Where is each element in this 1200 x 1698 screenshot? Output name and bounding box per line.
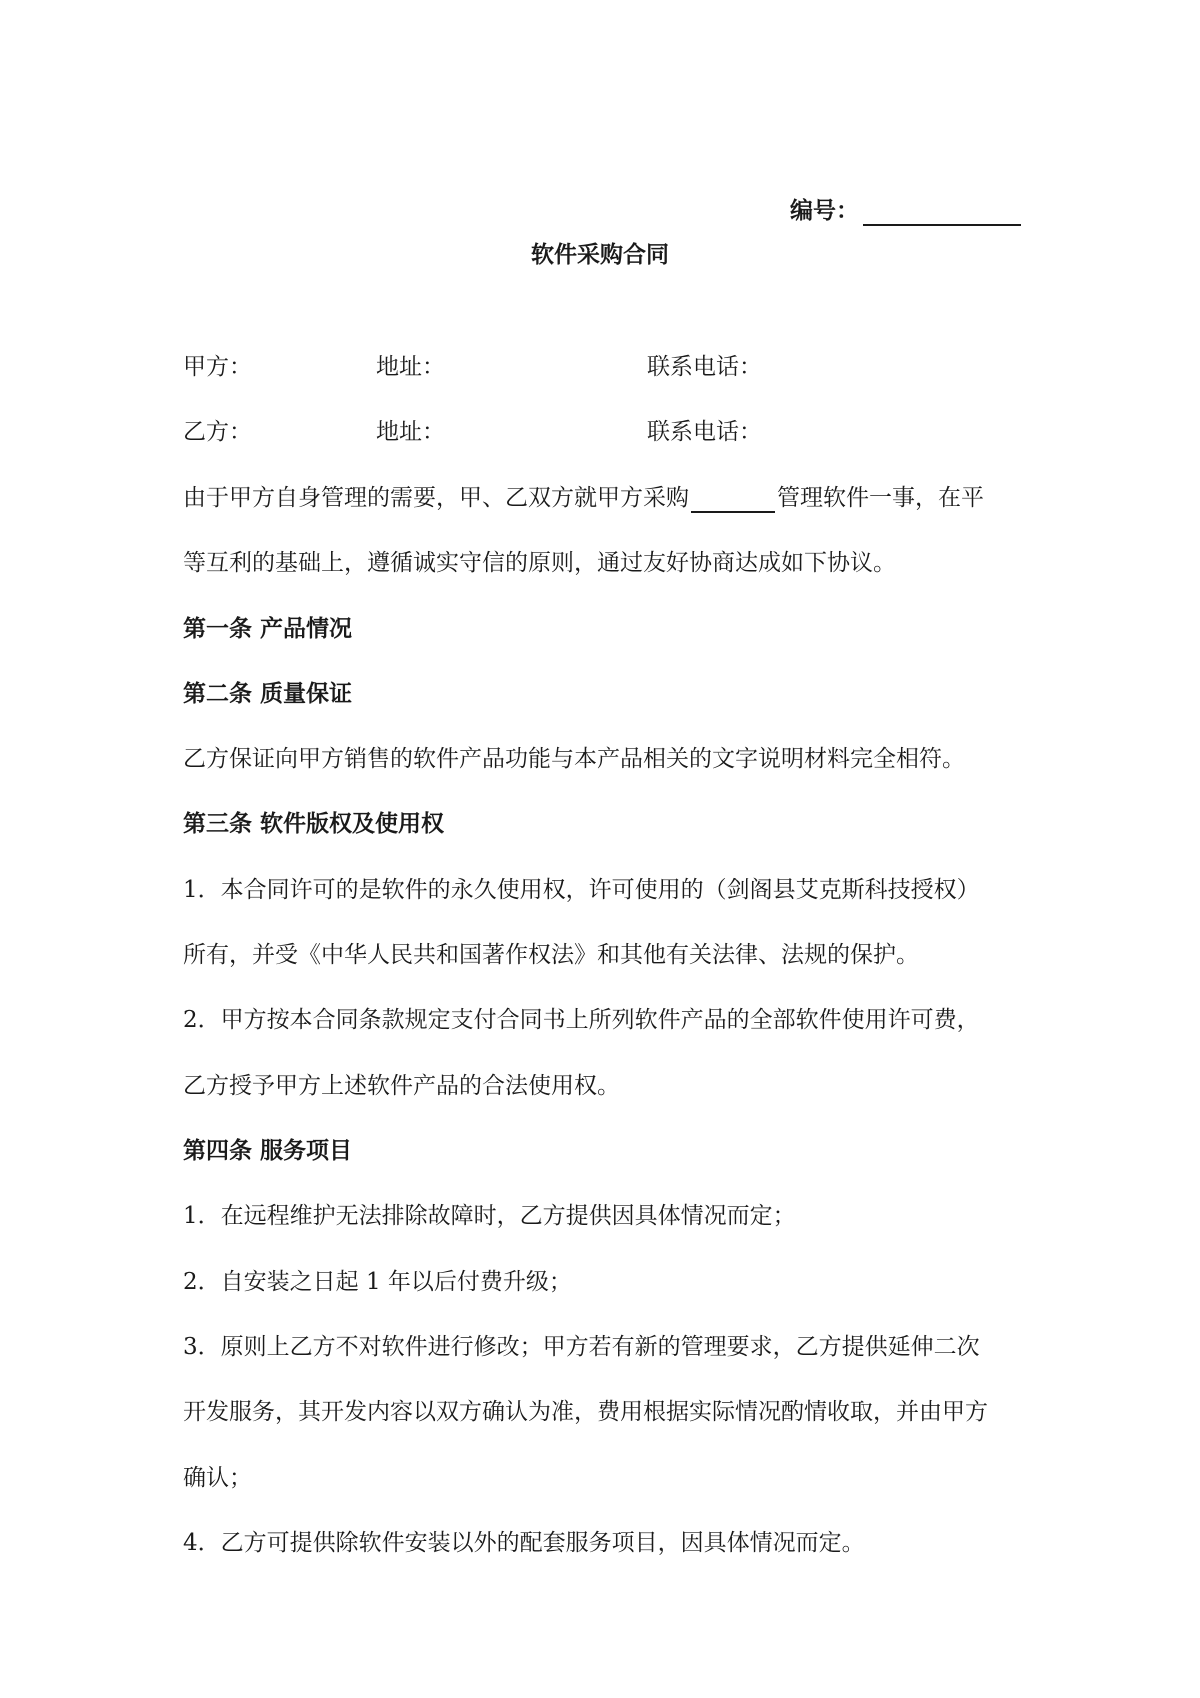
article-3-item-1-line-1: 1．本合同许可的是软件的永久使用权，许可使用的（剑阁县艾克斯科技授权） [183, 877, 980, 903]
party-b-label: 乙方： [183, 419, 252, 445]
party-b-phone-label: 联系电话： [647, 419, 762, 445]
article-3-item-2-line-2: 乙方授予甲方上述软件产品的合法使用权。 [183, 1073, 620, 1099]
article-3-item-1-line-2: 所有，并受《中华人民共和国著作权法》和其他有关法律、法规的保护。 [183, 942, 919, 968]
article-4-item-4: 4．乙方可提供除软件安装以外的配套服务项目，因具体情况而定。 [183, 1530, 865, 1556]
serial-blank-field[interactable] [863, 200, 1021, 226]
article-4-item-3-line-3: 确认； [183, 1465, 252, 1491]
software-name-blank[interactable] [691, 487, 775, 513]
article-4-item-3-line-1: 3．原则上乙方不对软件进行修改；甲方若有新的管理要求，乙方提供延伸二次 [183, 1334, 980, 1360]
party-a-label: 甲方： [183, 354, 252, 380]
intro-line-1 [183, 483, 984, 513]
article-2-heading: 第二条 质量保证 [183, 681, 353, 707]
intro-text-after: 管理软件一事，在平 [777, 485, 984, 511]
party-b-row [183, 417, 1023, 447]
document-title: 软件采购合同 [531, 242, 669, 268]
party-a-phone-label: 联系电话： [647, 354, 762, 380]
article-4-item-2: 2．自安装之日起 1 年以后付费升级； [183, 1269, 572, 1295]
party-a-row [183, 352, 1023, 382]
article-3-heading: 第三条 软件版权及使用权 [183, 811, 445, 837]
article-4-item-1: 1．在远程维护无法排除故障时，乙方提供因具体情况而定； [183, 1203, 796, 1229]
party-b-address-label: 地址： [376, 419, 445, 445]
serial-label: 编号： [790, 198, 859, 224]
intro-line-2: 等互利的基础上，遵循诚实守信的原则，通过友好协商达成如下协议。 [183, 550, 896, 576]
serial-number [790, 196, 1021, 226]
party-a-address-label: 地址： [376, 354, 445, 380]
article-2-text: 乙方保证向甲方销售的软件产品功能与本产品相关的文字说明材料完全相符。 [183, 746, 965, 772]
article-4-heading: 第四条 服务项目 [183, 1138, 353, 1164]
article-1-heading: 第一条 产品情况 [183, 616, 353, 642]
intro-text-before: 由于甲方自身管理的需要，甲、乙双方就甲方采购 [183, 485, 689, 511]
article-3-item-2-line-1: 2．甲方按本合同条款规定支付合同书上所列软件产品的全部软件使用许可费， [183, 1007, 980, 1033]
article-4-item-3-line-2: 开发服务，其开发内容以双方确认为准，费用根据实际情况酌情收取，并由甲方 [183, 1399, 988, 1425]
